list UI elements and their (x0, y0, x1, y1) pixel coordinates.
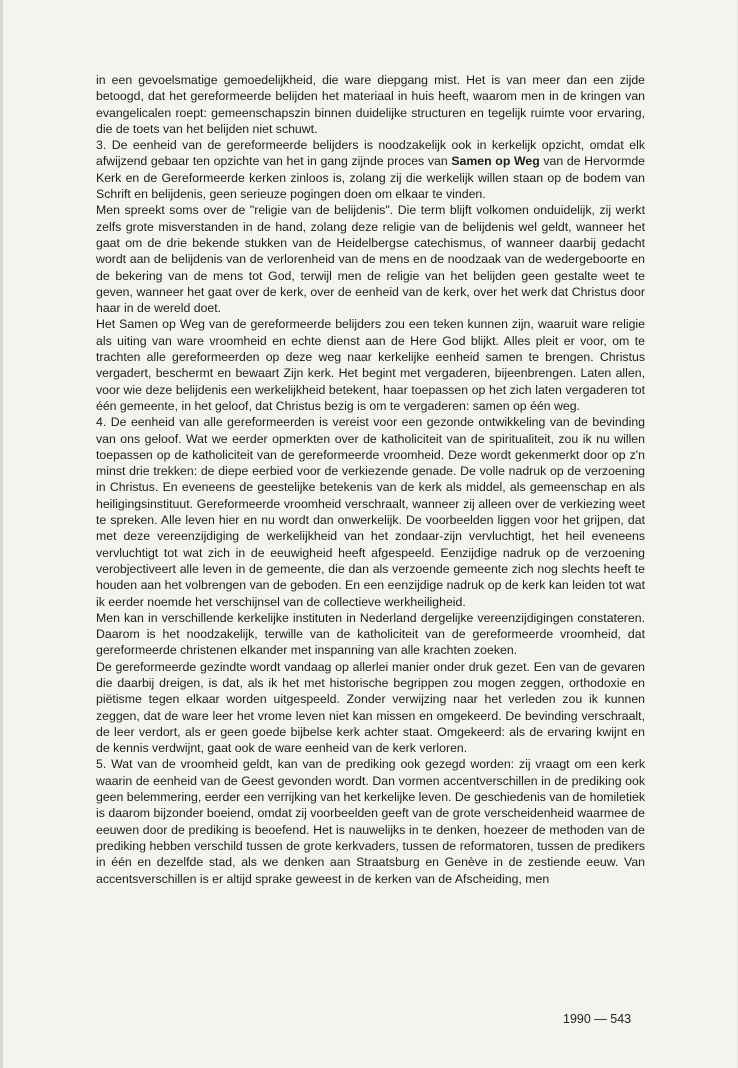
paragraph-7 (96, 659, 645, 757)
paragraph-2 (96, 137, 645, 202)
page-number: 1990 — 543 (563, 1012, 632, 1026)
paragraph-8-text: 5. Wat van de vroomheid geldt, kan van de prediking ook gezegd worden: zij vraagt om een kerk waarin de eenheid van de Geest gevonden wordt. Dan vormen accentverschillen in de prediking ook geen belemmering, eerder een verrijking van het kerkelijke leven. De geschiedenis van de homiletiek is daarom bijzonder boeiend, omdat zij voorbeelden geeft van de grote verscheidenheid waarmee de eeuwen door de prediking is beoefend. Het is nauwelijks in te denken, hoezeer de methoden van de prediking hebben verschild tussen de grote kerkvaders, tussen de reformatoren, tussen de predikers in één en dezelfde stad, als we denken aan Straatsburg en Genève in de zestiende eeuw. Van accentsverschillen is er altijd sprake geweest in de kerken van de Afscheiding, men (96, 757, 645, 886)
samen-op-weg-emphasis: Samen op Weg (451, 154, 540, 169)
paragraph-7-text: De gereformeerde gezindte wordt vandaag op allerlei manier onder druk gezet. Een van de gevaren die daarbij dreigen, is dat, als ik het met historische begrippen zou mogen zeggen, orthodoxie en piëtisme tegen elkaar worden uitgespeeld. Zonder verwijzing naar het verleden zou ik kunnen zeggen, dat de ware leer het vrome leven niet kan missen en omgekeerd. De bevinding verschraalt, de leer verdort, als er geen goede bijbelse kerk achter staat. Omgekeerd: als de ervaring kwijnt en de kennis verdwijnt, gaat ook de ware eenheid van de kerk verloren. (96, 659, 645, 756)
body-text (96, 72, 645, 887)
paragraph-3-text: Men spreekt soms over de "religie van de belijdenis". Die term blijft volkomen onduidelijk, zij werkt zelfs grote misverstanden in de hand, zolang deze religie van de belijdenis wel geldt, wanneer het gaat om de drie bekende stukken van de Heidelbergse catechismus, of wanneer daarbij gedacht wordt aan de belijdenis van de verlorenheid van de mens en de noodzaak van de wedergeboorte en de bekering van de mens tot God, terwijl men de religie van het belijden geen gestalte weet te geven, wanneer het gaat over de kerk, over de eenheid van de kerk, over het werk dat Christus door haar in de wereld doet. (96, 203, 645, 316)
paragraph-3 (96, 202, 645, 316)
paragraph-2-text-start: 3. De eenheid van de gereformeerde belijders is noodzakelijk ook in kerkelijk opzicht, omdat elk afwijzend gebaar ten opzichte van het in gang zijnde proces van (96, 138, 645, 169)
paragraph-2-text-end: van de Hervormde Kerk en de Gereformeerde kerken zinloos is, zolang zij die werkelijk willen staan op de bodem van Schrift en belijdenis, geen serieuze pogingen doen om elkaar te vinden. (96, 154, 645, 202)
paragraph-6 (96, 610, 645, 659)
paragraph-5-text: 4. De eenheid van alle gereformeerden is vereist voor een gezonde ontwikkeling van de bevinding van ons geloof. Wat we eerder opmerkten over de katholiciteit van de spiritualiteit, zou ik nu willen toepassen op de katholiciteit van de gereformeerde vroomheid. Deze wordt gekenmerkt door op z'n minst drie trekken: de diepe eerbied voor de verkiezende genade. De volle nadruk op de verzoening in Christus. En eveneens de geestelijke betekenis van de kerk als middel, als gemeenschap en als heiligingsinstituut. Gereformeerde vroomheid verschraalt, wanneer zij alleen over de verkiezing weet te spreken. Alle leven hier en nu wordt dan onwerkelijk. De voorbeelden liggen voor het grijpen, dat met deze vereenzijdiging de werkelijkheid van het zondaar-zijn vervluchtigt, het heil eveneens vervluchtigt tot wat zich in de eeuwigheid heeft afgespeeld. Eenzijdige nadruk op de verzoening verobjectiveert alle leven in de gemeente, die dan als verzoende gemeente zich nog slechts heeft te houden aan het volbrengen van de geboden. En een eenzijdige nadruk op de kerk kan leiden tot wat ik eerder noemde het verschijnsel van de collectieve werkheiligheid. (96, 415, 645, 609)
paragraph-1 (96, 72, 645, 137)
paragraph-1-text: in een gevoelsmatige gemoedelijkheid, die ware diepgang mist. Het is van meer dan een zijde betoogd, dat het gereformeerde belijden het materiaal in huis heeft, waarom men in de kringen van evangelicalen roept: gemeenschapszin binnen duidelijke structuren en tegelijk ruimte voor ervaring, die de toets van het belijden niet schuwt. (96, 73, 645, 136)
paragraph-8 (96, 756, 645, 886)
page-footer (563, 1012, 631, 1026)
paragraph-6-text: Men kan in verschillende kerkelijke instituten in Nederland dergelijke vereenzijdigingen constateren. Daarom is het noodzakelijk, terwille van de katholiciteit van de gereformeerde vroomheid, dat gereformeerde christenen elkander met inspanning van alle krachten zoeken. (96, 610, 645, 658)
paragraph-4-text: Het Samen op Weg van de gereformeerde belijders zou een teken kunnen zijn, waaruit ware religie als uiting van ware vroomheid en echte dienst aan de Here God blijkt. Alles pleit er voor, om te trachten alle gereformeerden op deze weg naar kerkelijke eenheid samen te brengen. Christus vergadert, beschermt en bewaart Zijn kerk. Het begint met vergaderen, bijeenbrengen. Laten allen, voor wie deze belijdenis een werkelijkheid betekent, haar toepassen op het zich laten vergaderen tot één gemeente, in het geloof, dat Christus bezig is om te vergaderen: samen op één weg. (96, 317, 645, 413)
paragraph-4 (96, 316, 645, 414)
paragraph-5 (96, 414, 645, 610)
